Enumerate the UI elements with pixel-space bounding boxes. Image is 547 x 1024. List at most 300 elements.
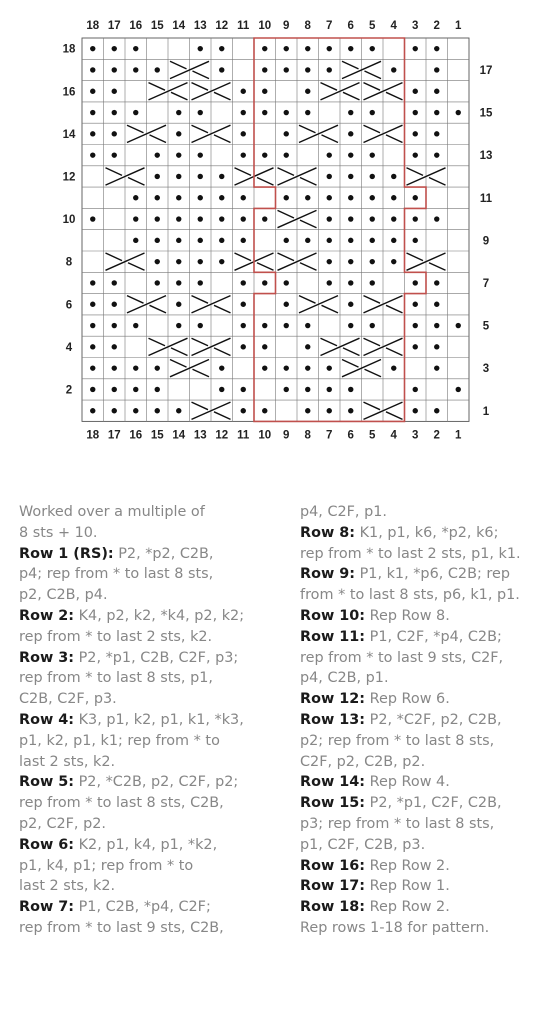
instruction-line <box>300 918 545 939</box>
cable-line-falling-stub <box>214 305 231 313</box>
instruction-line <box>19 731 269 752</box>
column-label-bottom: 18 <box>86 429 100 442</box>
column-label-bottom: 3 <box>412 429 419 442</box>
purl-dot <box>112 344 117 349</box>
cable-line-falling-stub <box>322 135 339 143</box>
cable-line-falling-stub <box>192 125 209 133</box>
row-heading: Row 5: <box>19 774 75 791</box>
row-heading: Row 8: <box>300 524 356 541</box>
purl-dot <box>262 280 267 285</box>
purl-dot <box>391 216 396 221</box>
purl-dot <box>241 387 246 392</box>
purl-dot <box>327 152 332 157</box>
purl-dot <box>198 323 203 328</box>
purl-dot <box>155 387 160 392</box>
purl-dot <box>370 259 375 264</box>
cable-line-falling-stub <box>407 253 424 261</box>
instruction-line <box>300 502 545 523</box>
purl-dot <box>241 408 246 413</box>
purl-dot <box>413 89 418 94</box>
instruction-text: K3, p1, k2, p1, k1, *k3, <box>74 711 244 728</box>
row-heading: Row 13: <box>300 711 366 728</box>
purl-dot <box>348 174 353 179</box>
purl-dot <box>327 365 332 370</box>
row-label-left: 8 <box>65 256 73 269</box>
instruction-text: 8 sts + 10. <box>19 524 98 541</box>
cable-line-falling-stub <box>150 305 167 313</box>
purl-dot <box>370 323 375 328</box>
purl-dot <box>241 131 246 136</box>
purl-dot <box>90 216 95 221</box>
purl-dot <box>370 152 375 157</box>
purl-dot <box>176 238 181 243</box>
purl-dot <box>413 110 418 115</box>
purl-dot <box>198 280 203 285</box>
purl-dot <box>413 344 418 349</box>
column-label-bottom: 15 <box>150 429 164 442</box>
purl-dot <box>262 110 267 115</box>
cable-line-falling-stub <box>235 253 252 261</box>
instruction-line <box>19 502 269 523</box>
purl-dot <box>198 259 203 264</box>
purl-dot <box>219 365 224 370</box>
instruction-text: from * to last 8 sts, p6, k1, p1. <box>300 587 520 604</box>
column-label-bottom: 13 <box>193 429 207 442</box>
purl-dot <box>241 195 246 200</box>
purl-dot <box>241 238 246 243</box>
purl-dot <box>90 110 95 115</box>
purl-dot <box>434 280 439 285</box>
purl-dot <box>241 323 246 328</box>
row-heading: Row 10: <box>300 607 366 624</box>
instruction-line <box>300 814 545 835</box>
instruction-line <box>19 876 269 897</box>
purl-dot <box>370 238 375 243</box>
purl-dot <box>241 216 246 221</box>
purl-dot <box>262 67 267 72</box>
purl-dot <box>348 408 353 413</box>
row-label-left: 16 <box>62 86 76 99</box>
instruction-line <box>19 627 269 648</box>
cable-line-falling-stub <box>300 178 317 186</box>
cable-line-falling-stub <box>322 305 339 313</box>
row-heading: Row 11: <box>300 628 366 645</box>
instruction-line <box>300 585 545 606</box>
row-label-left: 10 <box>62 214 76 227</box>
purl-dot <box>370 216 375 221</box>
purl-dot <box>327 174 332 179</box>
purl-dot <box>262 344 267 349</box>
row-heading: Row 14: <box>300 774 366 791</box>
instruction-line <box>19 897 269 918</box>
purl-dot <box>456 110 461 115</box>
instruction-line <box>300 835 545 856</box>
purl-dot <box>434 110 439 115</box>
purl-dot <box>219 238 224 243</box>
purl-dot <box>348 46 353 51</box>
row-heading: Row 18: <box>300 899 366 916</box>
instruction-line <box>19 752 269 773</box>
purl-dot <box>284 280 289 285</box>
cable-line-falling-stub <box>343 92 360 100</box>
purl-dot <box>413 46 418 51</box>
purl-dot <box>370 280 375 285</box>
instruction-line <box>19 606 269 627</box>
instruction-line <box>19 793 269 814</box>
instruction-text: p2, C2F, p2. <box>19 815 106 832</box>
row-heading: Row 15: <box>300 795 366 812</box>
purl-dot <box>133 216 138 221</box>
instruction-text: last 2 sts, k2. <box>19 753 116 770</box>
purl-dot <box>133 408 138 413</box>
instruction-text: P2, *C2F, p2, C2B, <box>365 711 502 728</box>
purl-dot <box>284 238 289 243</box>
cable-line-falling-stub <box>192 296 209 304</box>
row-label-right: 11 <box>479 192 493 205</box>
purl-dot <box>327 46 332 51</box>
instruction-text: rep from * to last 2 sts, p1, k1. <box>300 545 521 562</box>
column-label-top: 6 <box>347 20 354 32</box>
cable-line-falling-stub <box>214 412 231 420</box>
purl-dot <box>112 89 117 94</box>
purl-dot <box>176 131 181 136</box>
purl-dot <box>112 152 117 157</box>
purl-dot <box>133 67 138 72</box>
instruction-line <box>300 606 545 627</box>
cable-line-falling-stub <box>342 61 359 69</box>
cable-line-falling-stub <box>278 210 295 218</box>
cable-line-falling-stub <box>257 178 274 186</box>
purl-dot <box>370 174 375 179</box>
instruction-line <box>19 648 269 669</box>
column-label-top: 14 <box>172 20 186 32</box>
cable-line-falling-stub <box>171 92 188 100</box>
instruction-text: K2, p1, k4, p1, *k2, <box>74 836 218 853</box>
purl-dot <box>348 323 353 328</box>
column-label-top: 13 <box>193 20 207 32</box>
purl-dot <box>198 195 203 200</box>
purl-dot <box>327 259 332 264</box>
purl-dot <box>176 302 181 307</box>
cable-line-falling-stub <box>192 402 209 410</box>
purl-dot <box>348 280 353 285</box>
purl-dot <box>327 238 332 243</box>
purl-dot <box>241 280 246 285</box>
purl-dot <box>434 344 439 349</box>
instruction-text: C2B, C2F, p3. <box>19 691 117 708</box>
cable-line-falling-stub <box>171 348 188 356</box>
purl-dot <box>434 131 439 136</box>
column-label-top: 8 <box>304 20 311 32</box>
cable-line-falling-stub <box>106 253 123 261</box>
purl-dot <box>327 195 332 200</box>
row-label-right: 5 <box>482 320 490 333</box>
purl-dot <box>155 238 160 243</box>
purl-dot <box>327 67 332 72</box>
purl-dot <box>284 323 289 328</box>
instruction-text: Rep Row 8. <box>365 607 450 624</box>
instruction-line <box>19 710 269 731</box>
column-label-bottom: 9 <box>283 429 290 442</box>
cable-line-falling-stub <box>299 296 316 304</box>
purl-dot <box>434 365 439 370</box>
cable-line-falling-stub <box>364 338 381 346</box>
row-label-right: 1 <box>482 405 490 418</box>
purl-dot <box>241 302 246 307</box>
cable-line-falling-stub <box>342 360 359 368</box>
purl-dot <box>262 89 267 94</box>
instruction-line <box>300 627 545 648</box>
cable-line-falling-stub <box>170 360 187 368</box>
column-label-top: 7 <box>326 20 333 32</box>
purl-dot <box>413 131 418 136</box>
purl-dot <box>198 174 203 179</box>
purl-dot <box>305 344 310 349</box>
purl-dot <box>327 216 332 221</box>
instruction-text: p4; rep from * to last 8 sts, <box>19 566 214 583</box>
purl-dot <box>370 110 375 115</box>
instruction-text: Rep Row 6. <box>365 691 450 708</box>
instruction-line <box>19 523 269 544</box>
cable-line-falling-stub <box>106 168 123 176</box>
purl-dot <box>434 89 439 94</box>
purl-dot <box>241 152 246 157</box>
cable-line-falling-stub <box>128 178 145 186</box>
purl-dot <box>434 408 439 413</box>
purl-dot <box>90 365 95 370</box>
purl-dot <box>327 387 332 392</box>
column-label-bottom: 12 <box>215 429 229 442</box>
purl-dot <box>413 280 418 285</box>
purl-dot <box>155 408 160 413</box>
purl-dot <box>90 387 95 392</box>
cable-line-falling-stub <box>364 296 381 304</box>
purl-dot <box>90 408 95 413</box>
cable-line-falling-stub <box>321 338 338 346</box>
purl-dot <box>413 323 418 328</box>
purl-dot <box>176 195 181 200</box>
purl-dot <box>90 131 95 136</box>
purl-dot <box>348 387 353 392</box>
row-heading: Row 6: <box>19 836 75 853</box>
purl-dot <box>305 67 310 72</box>
instruction-line <box>300 772 545 793</box>
row-heading: Row 9: <box>300 566 356 583</box>
row-label-left: 12 <box>62 171 76 184</box>
purl-dot <box>241 89 246 94</box>
row-label-left: 6 <box>65 299 73 312</box>
purl-dot <box>348 238 353 243</box>
instruction-line <box>19 585 269 606</box>
instruction-line <box>19 544 269 565</box>
row-label-right: 9 <box>482 235 490 248</box>
row-label-right: 15 <box>479 107 493 120</box>
instruction-text: P2, *C2B, p2, C2F, p2; <box>74 774 239 791</box>
instruction-text: rep from * to last 8 sts, p1, <box>19 670 213 687</box>
cable-line-falling-stub <box>365 369 382 377</box>
purl-dot <box>90 302 95 307</box>
column-label-top: 9 <box>283 20 290 32</box>
instruction-text: Rep Row 1. <box>365 878 450 895</box>
purl-dot <box>176 174 181 179</box>
purl-dot <box>413 195 418 200</box>
purl-dot <box>112 67 117 72</box>
instruction-line <box>19 689 269 710</box>
cable-line-falling-stub <box>149 83 166 91</box>
instruction-line <box>19 918 269 939</box>
purl-dot <box>133 110 138 115</box>
purl-dot <box>305 89 310 94</box>
instruction-line <box>19 856 269 877</box>
instruction-text: Worked over a multiple of <box>19 504 205 520</box>
cable-line-falling-stub <box>299 125 316 133</box>
purl-dot <box>176 280 181 285</box>
column-label-bottom: 11 <box>237 429 250 442</box>
column-label-bottom: 14 <box>172 429 186 442</box>
purl-dot <box>456 323 461 328</box>
instruction-line <box>19 814 269 835</box>
row-heading: Row 7: <box>19 899 75 916</box>
instruction-text: rep from * to last 9 sts, C2B, <box>19 919 224 936</box>
column-label-bottom: 8 <box>304 429 311 442</box>
purl-dot <box>176 216 181 221</box>
purl-dot <box>348 152 353 157</box>
row-heading: Row 17: <box>300 878 366 895</box>
instructions-right-column <box>300 502 545 939</box>
cable-line-falling-stub <box>343 348 360 356</box>
column-label-bottom: 6 <box>347 429 354 442</box>
row-label-right: 3 <box>482 363 490 376</box>
purl-dot <box>348 131 353 136</box>
row-heading: Row 2: <box>19 607 75 624</box>
cable-line-falling-stub <box>300 220 317 228</box>
purl-dot <box>219 387 224 392</box>
purl-dot <box>241 344 246 349</box>
column-label-top: 4 <box>390 20 397 32</box>
purl-dot <box>284 387 289 392</box>
purl-dot <box>112 365 117 370</box>
purl-dot <box>112 387 117 392</box>
purl-dot <box>155 174 160 179</box>
purl-dot <box>413 216 418 221</box>
instruction-line <box>300 731 545 752</box>
purl-dot <box>133 365 138 370</box>
row-label-left: 18 <box>62 43 76 56</box>
purl-dot <box>284 195 289 200</box>
purl-dot <box>133 323 138 328</box>
instruction-text: C2F, p2, C2B, p2. <box>300 753 426 770</box>
column-label-bottom: 4 <box>390 429 397 442</box>
instruction-line <box>300 668 545 689</box>
instruction-text: Rep rows 1-18 for pattern. <box>300 919 490 936</box>
row-heading: Row 16: <box>300 857 366 874</box>
purl-dot <box>112 280 117 285</box>
purl-dot <box>284 131 289 136</box>
instruction-line <box>19 835 269 856</box>
purl-dot <box>155 152 160 157</box>
purl-dot <box>434 46 439 51</box>
cable-line-falling-stub <box>364 83 381 91</box>
purl-dot <box>413 302 418 307</box>
cable-line-falling-stub <box>214 348 231 356</box>
purl-dot <box>112 110 117 115</box>
knitting-chart <box>0 0 547 460</box>
purl-dot <box>434 323 439 328</box>
instruction-text: Rep Row 4. <box>365 774 450 791</box>
column-label-top: 18 <box>86 20 100 32</box>
instruction-text: Rep Row 2. <box>365 857 450 874</box>
purl-dot <box>90 152 95 157</box>
purl-dot <box>133 195 138 200</box>
purl-dot <box>176 152 181 157</box>
column-label-bottom: 17 <box>107 429 121 442</box>
cable-line-falling-stub <box>321 83 338 91</box>
cable-line-falling-stub <box>386 348 403 356</box>
purl-dot <box>90 323 95 328</box>
instruction-text: P1, C2F, *p4, C2B; <box>365 628 502 645</box>
row-label-right: 7 <box>482 277 490 290</box>
instruction-line <box>300 544 545 565</box>
purl-dot <box>133 46 138 51</box>
purl-dot <box>133 238 138 243</box>
purl-dot <box>348 259 353 264</box>
purl-dot <box>155 195 160 200</box>
purl-dot <box>90 46 95 51</box>
instruction-line <box>300 897 545 918</box>
cable-line-falling-stub <box>257 263 274 271</box>
cable-line-falling-stub <box>128 263 145 271</box>
purl-dot <box>413 152 418 157</box>
cable-line-falling-stub <box>364 125 381 133</box>
instruction-text: p4, C2B, p1. <box>300 670 389 687</box>
instruction-text: p3; rep from * to last 8 sts, <box>300 815 495 832</box>
instruction-line <box>300 648 545 669</box>
purl-dot <box>155 67 160 72</box>
purl-dot <box>413 238 418 243</box>
column-label-top: 11 <box>237 20 250 32</box>
purl-dot <box>262 323 267 328</box>
purl-dot <box>198 152 203 157</box>
purl-dot <box>284 110 289 115</box>
instruction-text: rep from * to last 8 sts, C2B, <box>19 795 224 812</box>
instruction-line <box>300 564 545 585</box>
purl-dot <box>434 302 439 307</box>
row-heading: Row 4: <box>19 711 75 728</box>
column-label-bottom: 5 <box>369 429 376 442</box>
purl-dot <box>284 152 289 157</box>
column-label-top: 12 <box>215 20 229 32</box>
instruction-text: p2; rep from * to last 8 sts, <box>300 732 495 749</box>
instruction-text: p4, C2F, p1. <box>300 504 387 520</box>
cable-line-falling-stub <box>127 296 144 304</box>
purl-dot <box>219 46 224 51</box>
column-label-bottom: 16 <box>129 429 143 442</box>
purl-dot <box>284 302 289 307</box>
purl-dot <box>219 216 224 221</box>
purl-dot <box>434 152 439 157</box>
purl-dot <box>219 67 224 72</box>
purl-dot <box>305 365 310 370</box>
cable-line-falling-stub <box>278 253 295 261</box>
purl-dot <box>370 195 375 200</box>
purl-dot <box>413 387 418 392</box>
purl-dot <box>391 174 396 179</box>
instruction-text: P1, k1, *p6, C2B; rep <box>355 566 510 583</box>
cable-line-falling-stub <box>150 135 167 143</box>
purl-dot <box>391 67 396 72</box>
purl-dot <box>176 110 181 115</box>
purl-dot <box>176 323 181 328</box>
